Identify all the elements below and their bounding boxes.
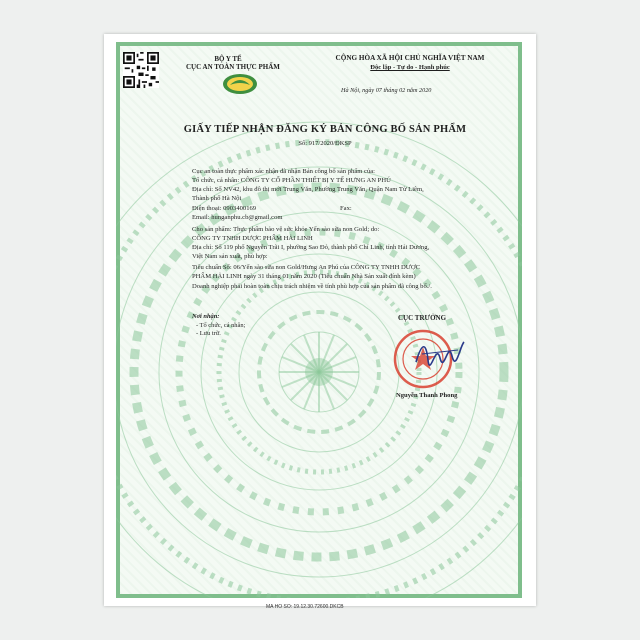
recipients-heading: Nơi nhận: [192, 313, 220, 320]
manufacturer-address-2: Việt Nam sản xuất, phù hợp: [192, 253, 268, 260]
fax-line: Fax: [340, 205, 352, 212]
issue-date: Hà Nội, ngày 07 tháng 02 năm 2020 [341, 87, 432, 94]
standard-line-1: Tiêu chuẩn Số: 06/Yến sào sữa non Gold/Hưng An Phú của CÔNG TY TNHH DƯỢC [192, 264, 421, 271]
email-line: Email: hunganphu.cb@gmail.com [192, 214, 283, 221]
recipient-item: - Tổ chức, cá nhân; [196, 322, 246, 329]
manufacturer-address-1: Địa chỉ: Số 119 phố Nguyễn Trãi I, phường Sao Đỏ, thành phố Chí Linh, tỉnh Hải Dương, [192, 244, 430, 251]
republic-name: CỘNG HÒA XÃ HỘI CHỦ NGHĨA VIỆT NAM [335, 54, 485, 62]
responsibility-statement: Doanh nghiệp phải hoàn toàn chịu trách nhiệm về tính phù hợp của sản phẩm đã công bố./. [192, 283, 432, 290]
agency-logo-icon [222, 73, 258, 95]
ministry-name: BỘ Y TẾ [214, 55, 242, 63]
signer-name: Nguyễn Thanh Phong [396, 392, 458, 399]
organization-line: Tổ chức, cá nhân: CÔNG TY CỔ PHẦN THIẾT BỊ Y TẾ HƯNG AN PHÚ [192, 177, 391, 184]
product-line: Cho sản phẩm: Thực phẩm bảo vệ sức khỏe Yến sào sữa non Gold; do: [192, 226, 380, 233]
dossier-code: MA HO SO: 19.12.30.72600.DKCB [266, 604, 344, 610]
body-intro: Cục an toàn thực phẩm xác nhận đã nhận Bản công bố sản phẩm của: [192, 168, 376, 175]
document-number: Số: 917/2020/ĐKSP [298, 140, 352, 147]
standard-line-2: PHẨM HẢI LINH ngày 31 tháng 01 năm 2020 (Tiêu chuẩn Nhà Sản xuất đính kèm) [192, 273, 416, 280]
republic-block [310, 54, 510, 72]
phone-line: Điện thoại: 0903400169 [192, 205, 257, 212]
recipient-item: - Lưu trữ. [196, 330, 221, 337]
signature-mark-icon [412, 336, 468, 370]
department-name: CỤC AN TOÀN THỰC PHẨM [186, 63, 280, 71]
manufacturer-name: CÔNG TY TNHH DƯỢC PHẨM HẢI LINH [192, 235, 313, 242]
document-title: GIẤY TIẾP NHẬN ĐĂNG KÝ BẢN CÔNG BỐ SẢN PHẨM [183, 124, 467, 135]
issuer-block [186, 55, 280, 71]
qr-code [123, 52, 159, 88]
republic-motto: Độc lập - Tự do - Hạnh phúc [370, 64, 450, 71]
signer-title: CỤC TRƯỞNG [398, 314, 447, 322]
organization-address-1: Địa chỉ: Số NV42, khu đô thị mới Trung Văn, Phường Trung Văn, Quận Nam Từ Liêm, [192, 186, 424, 193]
organization-address-2: Thành phố Hà Nội [192, 195, 242, 202]
